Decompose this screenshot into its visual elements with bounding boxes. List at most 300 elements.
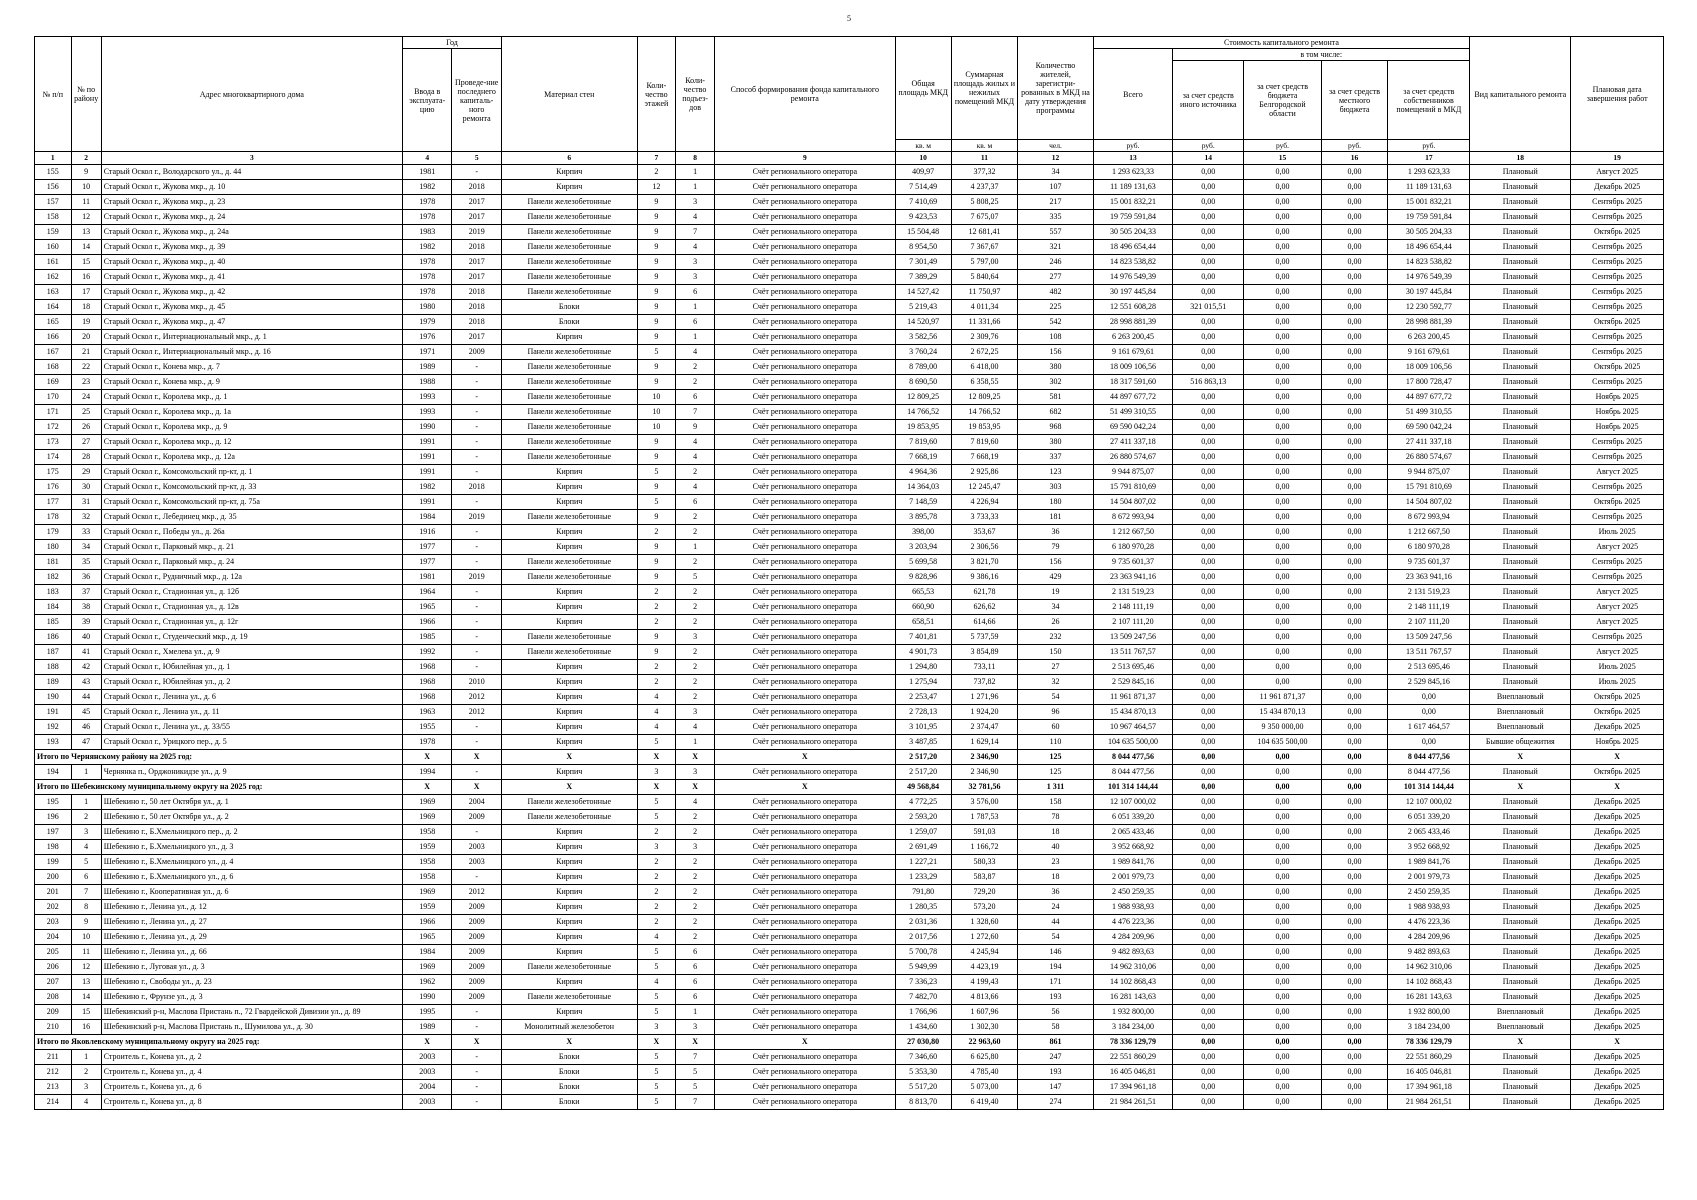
table-cell: Панели железобетонные xyxy=(501,420,637,435)
table-cell: Счёт регионального оператора xyxy=(714,390,895,405)
column-number-cell: 12 xyxy=(1018,152,1093,165)
table-cell: 4 237,37 xyxy=(951,180,1018,195)
table-cell: 0,00 xyxy=(1244,420,1321,435)
column-number-cell: 15 xyxy=(1244,152,1321,165)
table-cell: 1991 xyxy=(402,495,451,510)
table-cell: 3 733,33 xyxy=(951,510,1018,525)
table-cell: 12 809,25 xyxy=(951,390,1018,405)
table-cell: Плановый xyxy=(1470,810,1571,825)
table-cell: 0,00 xyxy=(1321,1095,1388,1110)
table-cell: - xyxy=(452,165,502,180)
table-cell: Сентябрь 2025 xyxy=(1571,555,1664,570)
table-cell: Кирпич xyxy=(501,930,637,945)
table-cell: 6 xyxy=(676,495,715,510)
table-cell: 0,00 xyxy=(1173,540,1244,555)
table-cell: 1990 xyxy=(402,420,451,435)
table-cell: Счёт регионального оператора xyxy=(714,540,895,555)
table-cell: 186 xyxy=(35,630,72,645)
table-cell: 180 xyxy=(1018,495,1093,510)
total-cell: 125 xyxy=(1018,750,1093,765)
table-cell: 2009 xyxy=(452,900,502,915)
table-cell: 9 xyxy=(637,450,676,465)
table-cell: 1984 xyxy=(402,510,451,525)
table-cell: 2009 xyxy=(452,915,502,930)
table-cell: Кирпич xyxy=(501,330,637,345)
address-cell: Шебекино г., Кооперативная ул., д. 6 xyxy=(101,885,402,900)
address-cell: Старый Оскол г., Парковый мкр., д. 21 xyxy=(101,540,402,555)
table-row xyxy=(35,375,1664,390)
table-cell: 1964 xyxy=(402,585,451,600)
table-cell: Кирпич xyxy=(501,615,637,630)
total-row xyxy=(35,750,1664,765)
table-row xyxy=(35,915,1664,930)
table-cell: 0,00 xyxy=(1244,1095,1321,1110)
table-cell: 9 xyxy=(637,435,676,450)
table-cell: 0,00 xyxy=(1173,870,1244,885)
table-cell: 188 xyxy=(35,660,72,675)
table-cell: Счёт регионального оператора xyxy=(714,210,895,225)
table-cell: 9 xyxy=(637,375,676,390)
table-cell: 4 xyxy=(676,480,715,495)
table-cell: 194 xyxy=(35,765,72,780)
table-cell: 0,00 xyxy=(1244,210,1321,225)
table-cell: 4 xyxy=(676,240,715,255)
table-cell: 163 xyxy=(35,285,72,300)
table-cell: 2 xyxy=(676,585,715,600)
table-cell: Монолитный железобетон xyxy=(501,1020,637,1035)
table-cell: Плановый xyxy=(1470,210,1571,225)
table-cell: 45 xyxy=(71,705,101,720)
table-cell: Плановый xyxy=(1470,345,1571,360)
table-cell: 7 668,19 xyxy=(951,450,1018,465)
table-cell: 23 xyxy=(1018,855,1093,870)
address-cell: Старый Оскол г., Ленина ул., д. 6 xyxy=(101,690,402,705)
table-cell: 51 499 310,55 xyxy=(1093,405,1173,420)
table-row xyxy=(35,825,1664,840)
table-cell: - xyxy=(452,435,502,450)
table-cell: Плановый xyxy=(1470,675,1571,690)
total-cell: 8 044 477,56 xyxy=(1388,750,1470,765)
table-cell: 8 xyxy=(71,900,101,915)
table-row xyxy=(35,600,1664,615)
table-cell: 614,66 xyxy=(951,615,1018,630)
table-cell: Плановый xyxy=(1470,360,1571,375)
table-cell: Блоки xyxy=(501,1080,637,1095)
table-cell: 0,00 xyxy=(1321,885,1388,900)
table-cell: 3 821,70 xyxy=(951,555,1018,570)
table-cell: 20 xyxy=(71,330,101,345)
table-cell: 12 230 592,77 xyxy=(1388,300,1470,315)
table-cell: Плановый xyxy=(1470,435,1571,450)
table-cell: Плановый xyxy=(1470,300,1571,315)
table-cell: 208 xyxy=(35,990,72,1005)
table-cell: Август 2025 xyxy=(1571,645,1664,660)
table-cell: 2019 xyxy=(452,225,502,240)
table-cell: 167 xyxy=(35,345,72,360)
table-cell: 1990 xyxy=(402,990,451,1005)
table-cell: 26 xyxy=(1018,615,1093,630)
table-cell: 2 xyxy=(676,675,715,690)
table-cell: 3 101,95 xyxy=(895,720,951,735)
address-cell: Старый Оскол г., Стадионная ул., д. 12б xyxy=(101,585,402,600)
table-cell: 108 xyxy=(1018,330,1093,345)
table-cell: 1 607,96 xyxy=(951,1005,1018,1020)
table-cell: Счёт регионального оператора xyxy=(714,345,895,360)
table-cell: 2 017,56 xyxy=(895,930,951,945)
table-cell: 0,00 xyxy=(1173,660,1244,675)
table-cell: - xyxy=(452,555,502,570)
table-cell: 0,00 xyxy=(1244,615,1321,630)
table-cell: 0,00 xyxy=(1244,555,1321,570)
table-cell: 9 944 875,07 xyxy=(1093,465,1173,480)
table-cell: 0,00 xyxy=(1244,630,1321,645)
table-cell: Кирпич xyxy=(501,480,637,495)
table-cell: 0,00 xyxy=(1244,390,1321,405)
address-cell: Старый Оскол г., Рудничный мкр., д. 12а xyxy=(101,570,402,585)
table-cell: 169 xyxy=(35,375,72,390)
table-cell: 1978 xyxy=(402,195,451,210)
table-cell: 0,00 xyxy=(1321,900,1388,915)
unit-cell: кв. м xyxy=(951,140,1018,152)
table-cell: Счёт регионального оператора xyxy=(714,330,895,345)
table-cell: 3 203,94 xyxy=(895,540,951,555)
table-cell: Плановый xyxy=(1470,900,1571,915)
table-cell: Кирпич xyxy=(501,585,637,600)
table-cell: 185 xyxy=(35,615,72,630)
table-cell: 9 735 601,37 xyxy=(1388,555,1470,570)
table-cell: 5 699,58 xyxy=(895,555,951,570)
table-cell: Сентябрь 2025 xyxy=(1571,195,1664,210)
table-cell: 2 xyxy=(637,870,676,885)
table-cell: 4 901,73 xyxy=(895,645,951,660)
table-cell: 2 xyxy=(676,825,715,840)
table-cell: Сентябрь 2025 xyxy=(1571,435,1664,450)
table-cell: 1 212 667,50 xyxy=(1093,525,1173,540)
table-cell: 7 301,49 xyxy=(895,255,951,270)
table-cell: 2 672,25 xyxy=(951,345,1018,360)
table-cell: 0,00 xyxy=(1321,555,1388,570)
table-cell: 1 988 938,93 xyxy=(1093,900,1173,915)
table-cell: 13 511 767,57 xyxy=(1388,645,1470,660)
table-cell: 733,11 xyxy=(951,660,1018,675)
table-cell: 23 363 941,16 xyxy=(1093,570,1173,585)
table-cell: 5 xyxy=(637,795,676,810)
table-cell: 26 880 574,67 xyxy=(1093,450,1173,465)
table-cell: 0,00 xyxy=(1244,480,1321,495)
table-cell: 9 482 893,63 xyxy=(1388,945,1470,960)
table-cell: 14 102 868,43 xyxy=(1388,975,1470,990)
table-cell: Декабрь 2025 xyxy=(1571,1050,1664,1065)
table-cell: 14 962 310,06 xyxy=(1388,960,1470,975)
table-cell: 3 xyxy=(676,840,715,855)
table-cell: 0,00 xyxy=(1244,345,1321,360)
table-cell: 0,00 xyxy=(1173,855,1244,870)
table-cell: 0,00 xyxy=(1173,975,1244,990)
table-cell: 5 xyxy=(637,465,676,480)
table-cell: 3 582,56 xyxy=(895,330,951,345)
table-cell: 0,00 xyxy=(1173,555,1244,570)
table-cell: - xyxy=(452,390,502,405)
table-row xyxy=(35,585,1664,600)
table-cell: Кирпич xyxy=(501,600,637,615)
table-cell: 9 xyxy=(637,255,676,270)
table-row xyxy=(35,1065,1664,1080)
table-cell: 26 xyxy=(71,420,101,435)
table-cell: 682 xyxy=(1018,405,1093,420)
table-row xyxy=(35,330,1664,345)
table-cell: 1 275,94 xyxy=(895,675,951,690)
table-cell: 2 306,56 xyxy=(951,540,1018,555)
table-cell: 0,00 xyxy=(1244,645,1321,660)
table-cell: 2 001 979,73 xyxy=(1093,870,1173,885)
table-cell: 15 xyxy=(71,255,101,270)
table-cell: 5 353,30 xyxy=(895,1065,951,1080)
table-cell: 2 346,90 xyxy=(951,765,1018,780)
table-row xyxy=(35,240,1664,255)
table-cell: 1965 xyxy=(402,600,451,615)
table-cell: 6 358,55 xyxy=(951,375,1018,390)
table-cell: 10 xyxy=(637,405,676,420)
table-cell: 2003 xyxy=(452,855,502,870)
table-cell: 2 513 695,46 xyxy=(1093,660,1173,675)
table-cell: 2012 xyxy=(452,705,502,720)
table-cell: 1978 xyxy=(402,735,451,750)
table-cell: 18 xyxy=(71,300,101,315)
table-cell: Счёт регионального оператора xyxy=(714,825,895,840)
table-cell: - xyxy=(452,660,502,675)
table-cell: 37 xyxy=(71,585,101,600)
table-cell: 10 967 464,57 xyxy=(1093,720,1173,735)
table-cell: 0,00 xyxy=(1173,570,1244,585)
table-cell: 0,00 xyxy=(1173,510,1244,525)
unit-cell: руб. xyxy=(1388,140,1470,152)
table-cell: Плановый xyxy=(1470,450,1571,465)
table-cell: Счёт регионального оператора xyxy=(714,1050,895,1065)
unit-cell: чел. xyxy=(1018,140,1093,152)
table-row xyxy=(35,345,1664,360)
table-cell: 0,00 xyxy=(1321,390,1388,405)
table-cell: 214 xyxy=(35,1095,72,1110)
table-cell: Плановый xyxy=(1470,510,1571,525)
table-cell: 2003 xyxy=(452,840,502,855)
address-cell: Старый Оскол г., Комсомольский пр-кт, д. 33 xyxy=(101,480,402,495)
table-cell: Плановый xyxy=(1470,945,1571,960)
table-cell: 0,00 xyxy=(1173,390,1244,405)
table-cell: 1984 xyxy=(402,945,451,960)
table-cell: 2 925,86 xyxy=(951,465,1018,480)
unit-cell: кв. м xyxy=(895,140,951,152)
table-cell: 3 854,89 xyxy=(951,645,1018,660)
table-cell: 1968 xyxy=(402,690,451,705)
table-cell: 660,90 xyxy=(895,600,951,615)
table-cell: 0,00 xyxy=(1173,1065,1244,1080)
table-cell: 0,00 xyxy=(1244,285,1321,300)
table-cell: Декабрь 2025 xyxy=(1571,990,1664,1005)
table-cell: 2 xyxy=(637,915,676,930)
table-cell: 0,00 xyxy=(1321,945,1388,960)
table-row xyxy=(35,630,1664,645)
table-cell: 2004 xyxy=(402,1080,451,1095)
table-cell: 30 197 445,84 xyxy=(1388,285,1470,300)
table-cell: 0,00 xyxy=(1173,930,1244,945)
table-row xyxy=(35,810,1664,825)
table-cell: 1 787,53 xyxy=(951,810,1018,825)
address-cell: Старый Оскол г., Королева мкр., д. 1 xyxy=(101,390,402,405)
table-cell: 51 499 310,55 xyxy=(1388,405,1470,420)
column-number-cell: 14 xyxy=(1173,152,1244,165)
address-cell: Старый Оскол г., Жукова мкр., д. 23 xyxy=(101,195,402,210)
table-cell: 0,00 xyxy=(1244,525,1321,540)
table-cell: 16 xyxy=(71,270,101,285)
total-cell: 0,00 xyxy=(1321,750,1388,765)
table-cell: 337 xyxy=(1018,450,1093,465)
table-row xyxy=(35,765,1664,780)
table-cell: 557 xyxy=(1018,225,1093,240)
table-cell: Панели железобетонные xyxy=(501,555,637,570)
table-cell: 0,00 xyxy=(1321,765,1388,780)
table-cell: 2 xyxy=(637,660,676,675)
table-cell: 0,00 xyxy=(1321,570,1388,585)
table-cell: Октябрь 2025 xyxy=(1571,315,1664,330)
table-cell: 0,00 xyxy=(1321,1065,1388,1080)
table-cell: 1 xyxy=(676,1005,715,1020)
table-cell: 0,00 xyxy=(1173,240,1244,255)
table-cell: Счёт регионального оператора xyxy=(714,795,895,810)
table-cell: 4 xyxy=(676,435,715,450)
table-cell: 0,00 xyxy=(1244,465,1321,480)
table-row xyxy=(35,930,1664,945)
table-cell: 9 xyxy=(637,300,676,315)
table-cell: 0,00 xyxy=(1321,915,1388,930)
table-cell: Кирпич xyxy=(501,180,637,195)
table-cell: 0,00 xyxy=(1244,945,1321,960)
table-cell: 16 xyxy=(71,1020,101,1035)
table-cell: 170 xyxy=(35,390,72,405)
table-cell: 1 233,29 xyxy=(895,870,951,885)
table-cell: 1989 xyxy=(402,1020,451,1035)
table-cell: 5 xyxy=(637,1005,676,1020)
table-cell: 1 434,60 xyxy=(895,1020,951,1035)
table-cell: Панели железобетонные xyxy=(501,630,637,645)
table-cell: 1 xyxy=(676,540,715,555)
table-cell: 2 065 433,46 xyxy=(1093,825,1173,840)
table-cell: 0,00 xyxy=(1321,1080,1388,1095)
table-cell: 3 895,78 xyxy=(895,510,951,525)
table-cell: 225 xyxy=(1018,300,1093,315)
table-cell: 0,00 xyxy=(1244,855,1321,870)
table-cell: Счёт регионального оператора xyxy=(714,675,895,690)
table-cell: 2 xyxy=(676,915,715,930)
address-cell: Шебекинский р-н, Маслова Пристань п., 72 Гвардейской Дивизии ул., д. 89 xyxy=(101,1005,402,1020)
table-cell: 7 668,19 xyxy=(895,450,951,465)
table-cell: Октябрь 2025 xyxy=(1571,690,1664,705)
table-cell: 6 051 339,20 xyxy=(1388,810,1470,825)
table-cell: 44 xyxy=(1018,915,1093,930)
table-cell: Счёт регионального оператора xyxy=(714,315,895,330)
table-cell: Счёт регионального оператора xyxy=(714,630,895,645)
table-cell: 737,82 xyxy=(951,675,1018,690)
table-cell: 60 xyxy=(1018,720,1093,735)
column-number-cell: 4 xyxy=(402,152,451,165)
table-cell: Счёт регионального оператора xyxy=(714,945,895,960)
address-cell: Старый Оскол г., Жукова мкр., д. 45 xyxy=(101,300,402,315)
table-cell: 0,00 xyxy=(1173,900,1244,915)
table-cell: 0,00 xyxy=(1173,495,1244,510)
table-cell: 15 791 810,69 xyxy=(1093,480,1173,495)
table-cell: 1 302,30 xyxy=(951,1020,1018,1035)
table-cell: 0,00 xyxy=(1173,255,1244,270)
header-mest: за счет средств местного бюджета xyxy=(1321,61,1388,140)
table-cell: 2003 xyxy=(402,1095,451,1110)
table-cell: 16 405 046,81 xyxy=(1093,1065,1173,1080)
table-cell: 5 xyxy=(676,1080,715,1095)
table-cell: 0,00 xyxy=(1244,225,1321,240)
table-cell: 44 xyxy=(71,690,101,705)
total-cell: X xyxy=(501,780,637,795)
table-cell: 0,00 xyxy=(1321,810,1388,825)
table-cell: 6 xyxy=(676,315,715,330)
table-cell: 0,00 xyxy=(1321,270,1388,285)
table-cell: Октябрь 2025 xyxy=(1571,765,1664,780)
table-cell: 14 364,03 xyxy=(895,480,951,495)
table-cell: Панели железобетонные xyxy=(501,450,637,465)
page-number: 5 xyxy=(847,14,851,23)
table-cell: Счёт регионального оператора xyxy=(714,420,895,435)
table-cell: 176 xyxy=(35,480,72,495)
table-cell: 0,00 xyxy=(1321,705,1388,720)
table-cell: 380 xyxy=(1018,360,1093,375)
table-cell: 211 xyxy=(35,1050,72,1065)
table-cell: 17 394 961,18 xyxy=(1093,1080,1173,1095)
table-cell: 6 xyxy=(676,975,715,990)
table-cell: 1 328,60 xyxy=(951,915,1018,930)
table-cell: Счёт регионального оператора xyxy=(714,510,895,525)
table-row xyxy=(35,405,1664,420)
table-cell: Плановый xyxy=(1470,270,1571,285)
table-cell: Счёт регионального оператора xyxy=(714,195,895,210)
table-cell: 0,00 xyxy=(1321,855,1388,870)
table-cell: 0,00 xyxy=(1244,195,1321,210)
table-cell: 198 xyxy=(35,840,72,855)
table-cell: Октябрь 2025 xyxy=(1571,705,1664,720)
table-cell: Август 2025 xyxy=(1571,540,1664,555)
table-cell: Сентябрь 2025 xyxy=(1571,510,1664,525)
header-material: Материал стен xyxy=(501,37,637,152)
total-row xyxy=(35,1035,1664,1050)
table-cell: 38 xyxy=(71,600,101,615)
table-cell: 0,00 xyxy=(1173,795,1244,810)
total-cell: 101 314 144,44 xyxy=(1093,780,1173,795)
table-cell: 0,00 xyxy=(1321,345,1388,360)
table-cell: 3 576,00 xyxy=(951,795,1018,810)
table-cell: 2018 xyxy=(452,300,502,315)
table-cell: 2 xyxy=(676,510,715,525)
total-cell: X xyxy=(402,1035,451,1050)
table-cell: 0,00 xyxy=(1244,870,1321,885)
table-cell: Счёт регионального оператора xyxy=(714,165,895,180)
table-cell: Панели железобетонные xyxy=(501,795,637,810)
table-cell: 8 044 477,56 xyxy=(1388,765,1470,780)
table-cell: Внеплановый xyxy=(1470,705,1571,720)
table-cell: 621,78 xyxy=(951,585,1018,600)
table-cell: 2 529 845,16 xyxy=(1388,675,1470,690)
table-cell: 12 551 608,28 xyxy=(1093,300,1173,315)
table-cell: Панели железобетонные xyxy=(501,405,637,420)
table-cell: 18 317 591,60 xyxy=(1093,375,1173,390)
table-row xyxy=(35,990,1664,1005)
table-cell: 9 944 875,07 xyxy=(1388,465,1470,480)
table-cell: 14 504 807,02 xyxy=(1388,495,1470,510)
